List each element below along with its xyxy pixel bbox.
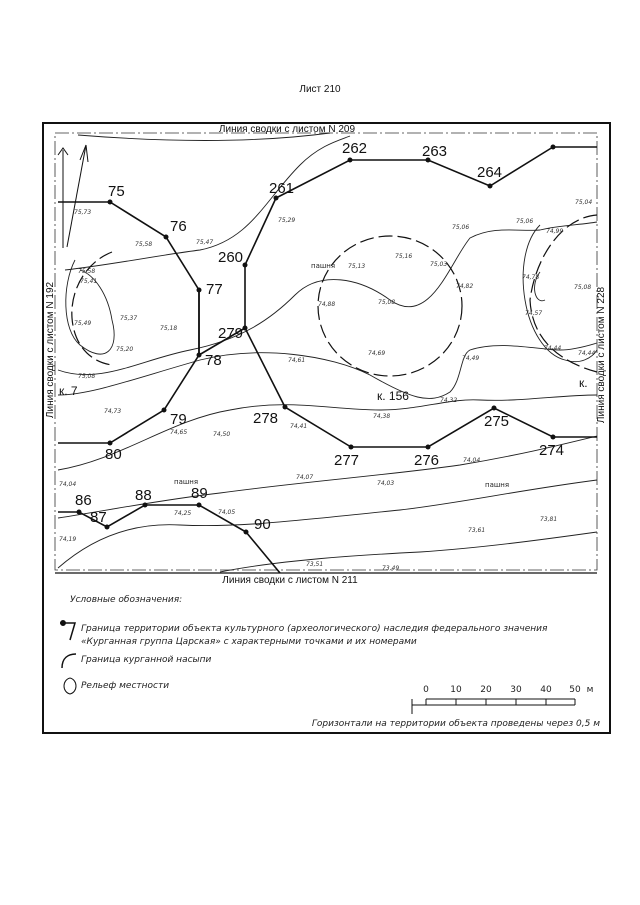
point-263: 263 xyxy=(422,143,448,160)
elev: 75,06 xyxy=(516,218,534,225)
elev: 75,49 xyxy=(74,320,92,327)
elev: 74,07 xyxy=(296,474,314,481)
elev: 75,73 xyxy=(74,209,92,216)
elev: 75,58 xyxy=(135,241,153,248)
point-88: 88 xyxy=(135,487,152,504)
elev: 74,69 xyxy=(368,350,386,357)
point-260: 260 xyxy=(218,249,244,266)
elev: 74,73 xyxy=(104,408,122,415)
scale-tick-0: 0 xyxy=(423,685,429,695)
elev: 74,19 xyxy=(59,536,77,543)
point-78: 78 xyxy=(205,352,222,369)
legend-relief-icon xyxy=(64,678,76,694)
mound-156-outline xyxy=(318,236,462,376)
point-86: 86 xyxy=(75,492,92,509)
elev: 75,37 xyxy=(120,315,138,322)
elev: 74,57 xyxy=(525,310,543,317)
map-inner-border xyxy=(55,133,597,570)
elev: 75,16 xyxy=(395,253,413,260)
point-264: 264 xyxy=(477,164,503,181)
legend-boundary-line1: Граница территории объекта культурного (археологического) наследия федерального значения xyxy=(81,624,548,634)
point-90: 90 xyxy=(254,516,271,533)
legend-mound-label: Граница курганной насыпи xyxy=(81,655,212,665)
elev: 75,04 xyxy=(575,199,593,206)
edge-label-left: Линия сводки с листом N 192 xyxy=(45,281,56,419)
relief-contours xyxy=(58,133,597,572)
scale-tick-50: 50 xyxy=(569,685,581,695)
elev: 73,81 xyxy=(540,516,558,523)
point-275: 275 xyxy=(484,413,510,430)
legend-contour-note: Горизонтали на территории объекта проведены через 0,5 м xyxy=(311,719,600,729)
mound-outlines xyxy=(72,215,597,376)
elev: 74,05 xyxy=(218,509,236,516)
point-77: 77 xyxy=(206,281,223,298)
scale-unit: м xyxy=(586,685,594,695)
legend-boundary-line2: «Курганная группа Царская» с характерными точками и их номерами xyxy=(81,637,417,647)
sheet-title: Лист 210 xyxy=(299,84,341,95)
elev: 74,78 xyxy=(522,274,540,281)
elev: 75,08 xyxy=(378,299,396,306)
elev: 73,51 xyxy=(306,561,324,568)
scale-tick-40: 40 xyxy=(540,685,552,695)
legend-mound-icon xyxy=(62,654,76,668)
point-89: 89 xyxy=(191,485,208,502)
point-75: 75 xyxy=(108,183,125,200)
elev: 74,65 xyxy=(170,429,188,436)
point-274: 274 xyxy=(539,442,565,459)
elev: 75,18 xyxy=(160,325,178,332)
elev: 74,04 xyxy=(59,481,77,488)
elev: 73,61 xyxy=(468,527,486,534)
point-276: 276 xyxy=(414,452,440,469)
point-79: 79 xyxy=(170,411,187,428)
elev: 75,06 xyxy=(452,224,470,231)
field-label-2: пашня xyxy=(174,478,199,486)
mound-right-label: к. xyxy=(579,376,588,390)
elev: 74,61 xyxy=(288,357,306,364)
scale-tick-30: 30 xyxy=(510,685,522,695)
scale-tick-20: 20 xyxy=(480,685,492,695)
elev: 75,29 xyxy=(278,217,296,224)
field-label-3: пашня xyxy=(485,481,510,489)
field-label-1: пашня xyxy=(311,262,336,270)
boundary-vertices xyxy=(77,145,556,535)
point-262: 262 xyxy=(342,140,368,157)
elev: 75,08 xyxy=(574,284,592,291)
north-arrow-icon xyxy=(58,145,88,248)
elev: 75,41 xyxy=(80,278,98,285)
point-279: 279 xyxy=(218,325,244,342)
point-80: 80 xyxy=(105,446,122,463)
legend-boundary-icon xyxy=(60,621,75,640)
point-277: 277 xyxy=(334,452,360,469)
point-261: 261 xyxy=(269,180,295,197)
scale-tick-10: 10 xyxy=(450,685,462,695)
elev: 73,49 xyxy=(382,565,400,572)
elev: 75,13 xyxy=(348,263,366,270)
elev: 75,58 xyxy=(78,268,96,275)
point-labels xyxy=(75,140,564,533)
point-278: 278 xyxy=(253,410,279,427)
elev: 74,38 xyxy=(373,413,391,420)
elev: 74,44 xyxy=(544,345,562,352)
elev: 74,41 xyxy=(290,423,308,430)
elev: 75,03 xyxy=(430,261,448,268)
edge-label-right: Линия сводки с листом N 228 xyxy=(596,286,607,424)
elev: 74,25 xyxy=(174,510,192,517)
point-87: 87 xyxy=(90,509,107,526)
point-76: 76 xyxy=(170,218,187,235)
elev: 75,08 xyxy=(78,373,96,380)
elev: 74,49 xyxy=(462,355,480,362)
edge-label-bottom: Линия сводки с листом N 211 xyxy=(222,575,358,586)
elevation-marks xyxy=(59,199,595,572)
edge-label-top: Линия сводки с листом N 209 xyxy=(218,124,356,135)
legend-relief-label: Рельеф местности xyxy=(81,681,170,691)
elev: 74,03 xyxy=(377,480,395,487)
mound-7-label: к. 7 xyxy=(59,384,78,398)
elev: 75,20 xyxy=(116,346,134,353)
elev: 74,88 xyxy=(318,301,336,308)
elev: 75,47 xyxy=(196,239,214,246)
elev: 74,44 xyxy=(578,350,596,357)
scale-bar xyxy=(412,685,593,714)
legend xyxy=(60,595,600,729)
elev: 74,50 xyxy=(213,431,231,438)
mound-156-label: к. 156 xyxy=(377,389,409,403)
elev: 74,32 xyxy=(440,397,458,404)
elev: 74,99 xyxy=(546,228,564,235)
elev: 74,82 xyxy=(456,283,474,290)
legend-title: Условные обозначения: xyxy=(70,595,183,605)
elev: 74,04 xyxy=(463,457,481,464)
